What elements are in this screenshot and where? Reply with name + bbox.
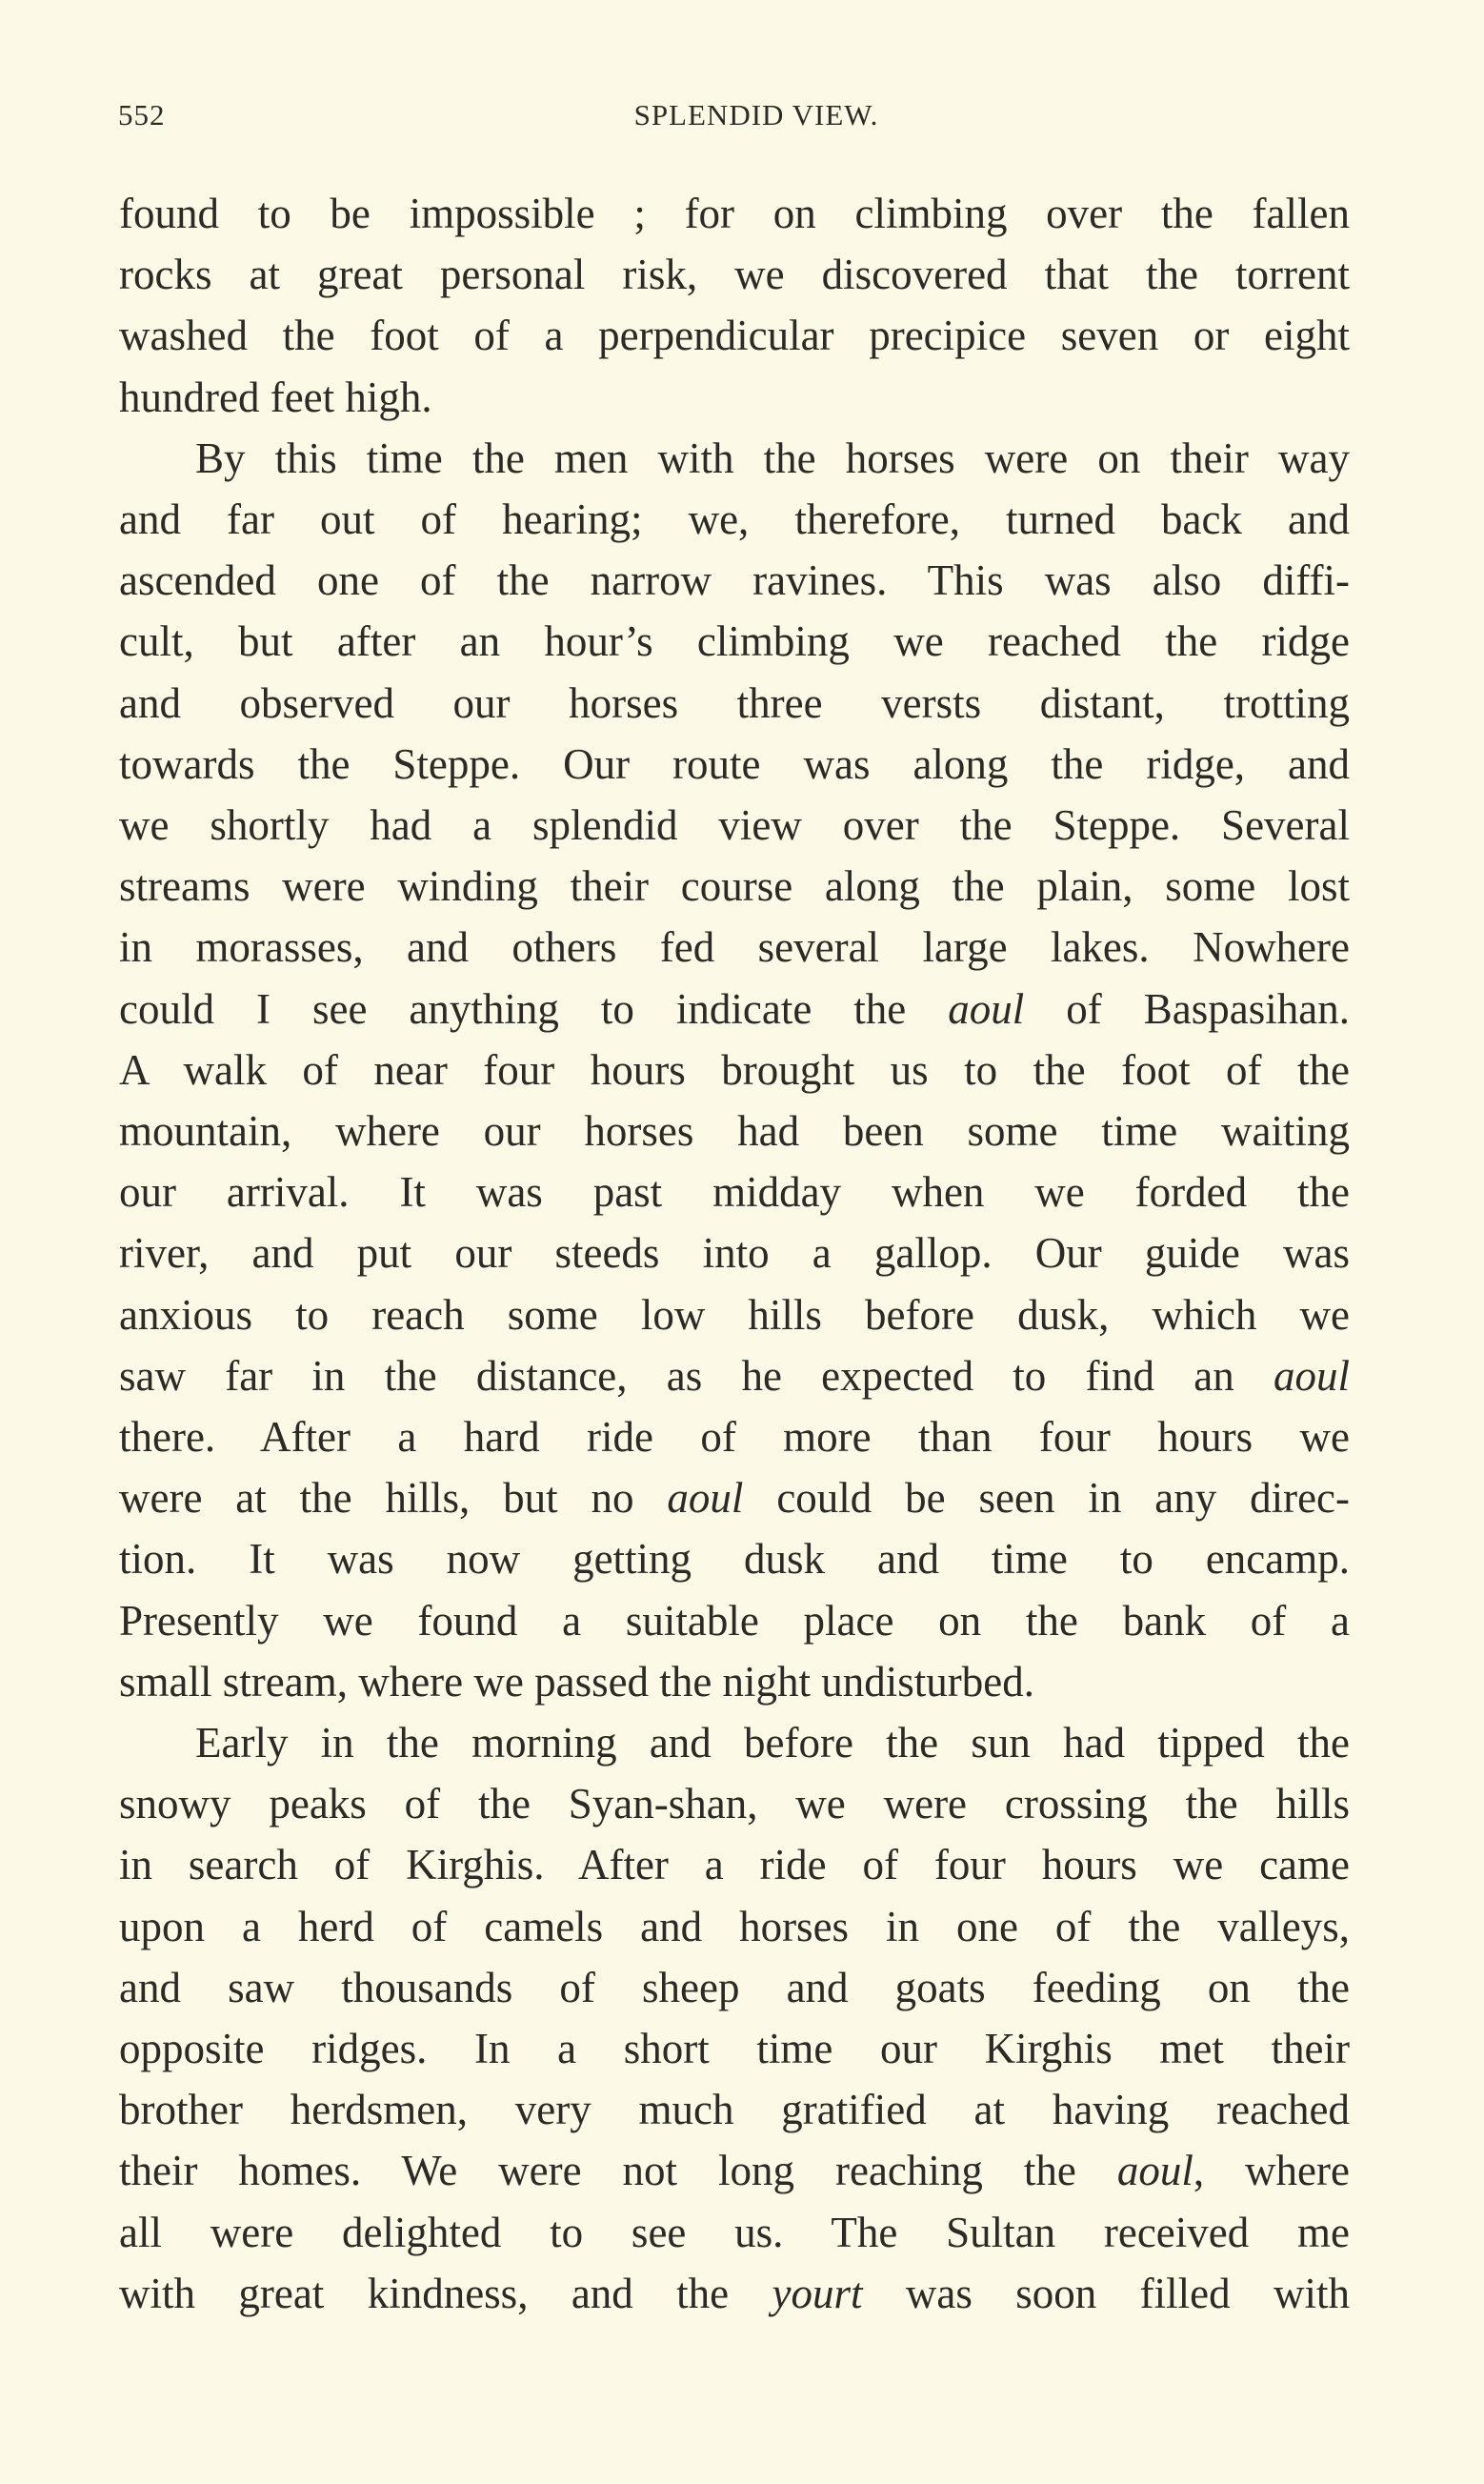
text-line bbox=[119, 1651, 1350, 1712]
text-line bbox=[119, 1101, 1350, 1161]
text-line bbox=[119, 1222, 1350, 1283]
text-segment: rocks at great personal risk, we discovered that the torrent bbox=[119, 251, 1350, 299]
text-segment: cult, but after an hour’s climbing we reached the ridge bbox=[119, 617, 1350, 666]
text-line bbox=[119, 367, 1350, 428]
text-segment: and saw thousands of sheep and goats feeding on the bbox=[119, 1963, 1350, 2011]
text-line bbox=[119, 1284, 1350, 1345]
text-segment: small stream, where we passed the night undisturbed. bbox=[119, 1657, 1035, 1706]
text-line bbox=[119, 1040, 1350, 1101]
text-segment: mountain, where our horses had been some time waiting bbox=[119, 1107, 1350, 1155]
italic-word: yourt bbox=[772, 2269, 863, 2317]
text-segment: snowy peaks of the Syan-shan, we were crossing the hills bbox=[119, 1780, 1350, 1828]
text-line bbox=[119, 428, 1350, 489]
text-segment: found to be impossible ; for on climbing over the fallen bbox=[119, 190, 1350, 237]
italic-word: aoul bbox=[1273, 1351, 1350, 1400]
text-segment: there. After a hard ride of more than four hours we bbox=[119, 1413, 1350, 1461]
text-line bbox=[119, 2263, 1350, 2324]
text-line bbox=[119, 1773, 1350, 1834]
text-line bbox=[119, 2202, 1350, 2263]
text-line bbox=[119, 856, 1350, 917]
text-line bbox=[119, 1528, 1350, 1589]
page-number: 552 bbox=[118, 98, 166, 131]
text-line bbox=[119, 2018, 1350, 2079]
text-segment: was soon filled with bbox=[862, 2269, 1351, 2317]
text-segment: , where bbox=[1193, 2147, 1350, 2195]
text-line bbox=[119, 673, 1350, 734]
italic-word: aoul bbox=[948, 984, 1025, 1033]
text-segment: towards the Steppe. Our route was along the ridge, and bbox=[119, 739, 1350, 788]
text-segment: washed the foot of a perpendicular precipice seven or eight bbox=[119, 312, 1350, 360]
text-segment: and far out of hearing; we, therefore, turned back and bbox=[119, 495, 1350, 543]
text-line bbox=[119, 2079, 1350, 2140]
text-line bbox=[119, 734, 1350, 795]
text-line bbox=[119, 979, 1350, 1040]
text-line bbox=[119, 1834, 1350, 1895]
text-segment: in morasses, and others fed several large lakes. Nowhere bbox=[119, 923, 1350, 972]
text-segment: were at the hills, but no bbox=[119, 1474, 668, 1523]
italic-word: aoul bbox=[667, 1474, 744, 1523]
text-segment: anxious to reach some low hills before dusk, which we bbox=[119, 1290, 1350, 1339]
text-segment: Presently we found a suitable place on the bank of a bbox=[119, 1596, 1350, 1645]
text-line bbox=[119, 2140, 1350, 2201]
text-segment: opposite ridges. In a short time our Kirghis met their bbox=[119, 2025, 1350, 2072]
text-segment: tion. It was now getting dusk and time to encamp. bbox=[119, 1535, 1350, 1584]
text-line bbox=[119, 1896, 1350, 1957]
running-title: SPLENDID VIEW. bbox=[633, 98, 879, 131]
italic-word: aoul bbox=[1116, 2147, 1193, 2195]
text-segment: river, and put our steeds into a gallop. Our guide was bbox=[119, 1229, 1350, 1278]
text-segment: brother herdsmen, very much gratified at having reached bbox=[119, 2086, 1350, 2134]
text-line bbox=[119, 1406, 1350, 1467]
text-segment: By this time the men with the horses were on their way bbox=[195, 434, 1350, 482]
text-line bbox=[119, 1161, 1350, 1222]
text-segment: we shortly had a splendid view over the Steppe. Several bbox=[119, 801, 1350, 849]
text-line bbox=[119, 1467, 1350, 1528]
text-line bbox=[119, 1590, 1350, 1651]
text-line bbox=[119, 1957, 1350, 2018]
text-line bbox=[119, 1712, 1350, 1773]
text-line bbox=[119, 611, 1350, 672]
text-line bbox=[119, 183, 1350, 244]
text-segment: ascended one of the narrow ravines. This was also diffi- bbox=[119, 556, 1350, 605]
text-segment: all were delighted to see us. The Sultan received me bbox=[119, 2208, 1350, 2256]
text-segment: with great kindness, and the bbox=[119, 2269, 772, 2317]
text-segment: hundred feet high. bbox=[119, 373, 432, 421]
text-line bbox=[119, 795, 1350, 856]
text-segment: could I see anything to indicate the bbox=[119, 984, 949, 1033]
text-line bbox=[119, 305, 1350, 366]
text-line bbox=[119, 1345, 1350, 1406]
text-segment: saw far in the distance, as he expected to find an bbox=[119, 1351, 1273, 1400]
text-segment: and observed our horses three versts distant, trotting bbox=[119, 678, 1350, 727]
text-segment: their homes. We were not long reaching the bbox=[119, 2147, 1117, 2195]
text-line bbox=[119, 489, 1350, 550]
text-segment: Early in the morning and before the sun had tipped the bbox=[195, 1719, 1350, 1767]
text-line bbox=[119, 244, 1350, 305]
text-segment: could be seen in any direc- bbox=[743, 1474, 1350, 1523]
text-segment: in search of Kirghis. After a ride of four hours we came bbox=[119, 1841, 1350, 1889]
text-line bbox=[119, 550, 1350, 611]
text-segment: A walk of near four hours brought us to the foot of the bbox=[119, 1045, 1350, 1094]
text-segment: our arrival. It was past midday when we forded the bbox=[119, 1168, 1350, 1217]
text-segment: upon a herd of camels and horses in one of the valleys, bbox=[119, 1902, 1350, 1950]
text-segment: streams were winding their course along the plain, some lost bbox=[119, 862, 1350, 911]
text-segment: of Baspasihan. bbox=[1024, 984, 1350, 1033]
text-line bbox=[119, 917, 1350, 978]
